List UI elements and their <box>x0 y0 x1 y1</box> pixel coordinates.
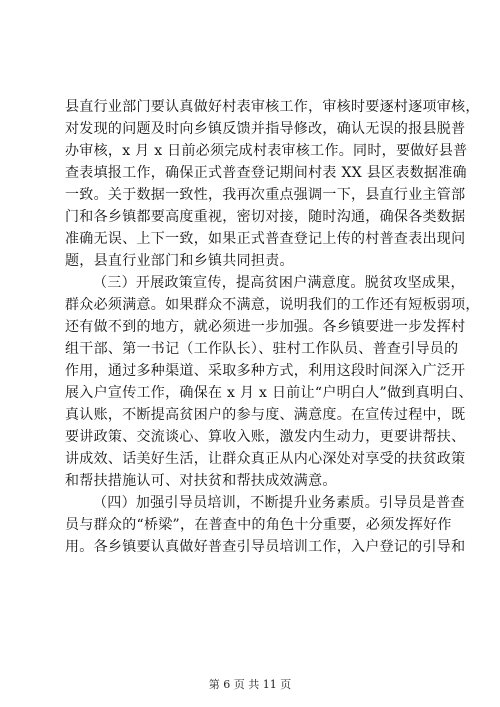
text-line: 展入户宣传工作，确保在 x 月 x 日前让“户明白人”做到真明白、 <box>65 385 473 401</box>
text-line: 办审核，x 月 x 日前必须完成村表审核工作。同时，要做好县普 <box>65 143 468 159</box>
text-line: 和帮扶措施认可、对扶贫和帮扶成效满意。 <box>65 473 337 489</box>
text-line: （四）加强引导员培训，不断提升业务素质。引导员是普查 <box>93 495 465 511</box>
text-line: 用。各乡镇要认真做好普查引导员培训工作，入户登记的引导和 <box>65 539 466 555</box>
text-line: 组干部、第一书记（工作队长）、驻村工作队员、普查引导员的 <box>65 341 459 357</box>
text-line: 准确无误、上下一致，如果正式普查登记上传的村普查表出现问 <box>65 231 466 247</box>
text-line: 还有做不到的地方，就必须进一步加强。各乡镇要进一步发挥村 <box>65 319 466 335</box>
text-line: 群众必须满意。如果群众不满意，说明我们的工作还有短板弱项， <box>65 297 480 313</box>
text-line: 县直行业部门要认真做好村表审核工作，审核时要逐村逐项审核， <box>65 99 480 115</box>
text-line: 查表填报工作，确保正式普查登记期间村表 XX 县区表数据准确 <box>65 165 467 181</box>
text-line: 对发现的问题及时向乡镇反馈并指导修改，确认无误的报县脱普 <box>65 121 466 137</box>
text-line: 作用，通过多种渠道、采取多种方式，利用这段时间深入广泛开 <box>65 363 466 379</box>
page-footer: 第 6 页 共 11 页 <box>208 678 292 691</box>
text-line: 题，县直行业部门和乡镇共同担责。 <box>65 253 294 269</box>
document-body <box>65 96 480 558</box>
text-line: （三）开展政策宣传，提高贫困户满意度。脱贫攻坚成果， <box>93 275 465 291</box>
text-line: 门和各乡镇都要高度重视，密切对接，随时沟通，确保各类数据 <box>65 209 466 225</box>
text-line: 员与群众的“桥梁”，在普查中的角色十分重要，必须发挥好作 <box>65 517 452 533</box>
text-line: 要讲政策、交流谈心、算收入账，激发内生动力，更要讲帮扶、 <box>65 429 466 445</box>
text-line: 真认账，不断提高贫困户的参与度、满意度。在宣传过程中，既 <box>65 407 466 423</box>
text-line: 讲成效、话美好生活，让群众真正从内心深处对享受的扶贫政策 <box>65 451 466 467</box>
text-line: 一致。关于数据一致性，我再次重点强调一下，县直行业主管部 <box>65 187 466 203</box>
